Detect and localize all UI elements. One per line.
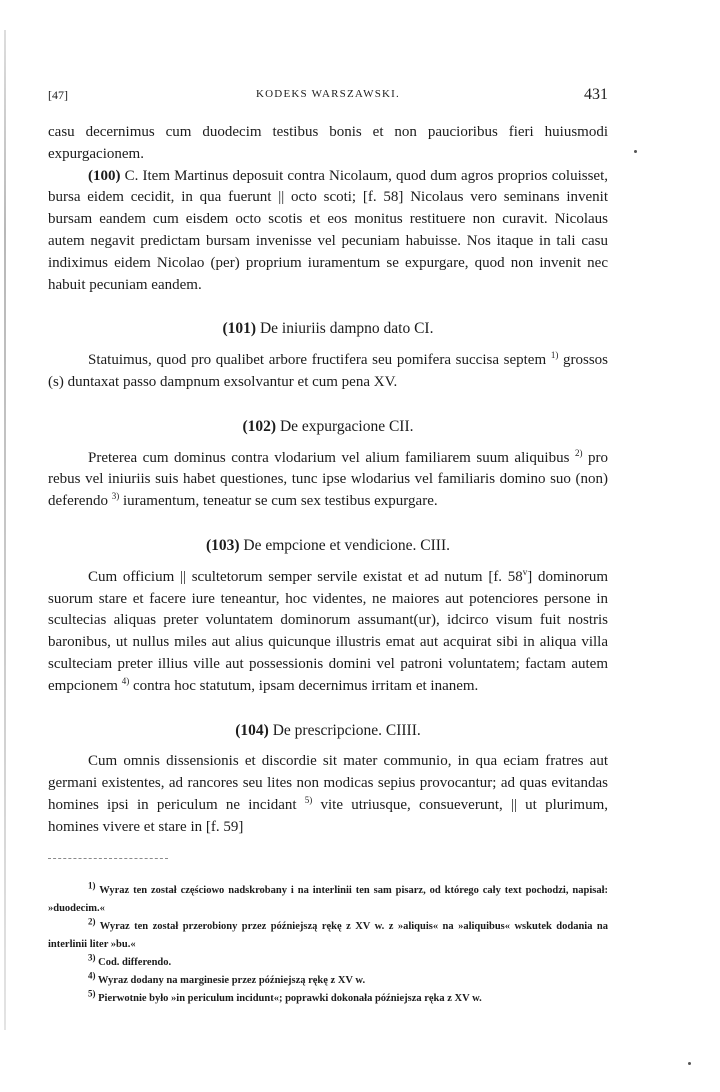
- paragraph-102: Preterea cum dominus contra vlodarium vel alium familiarem suum aliquibus $^{2)}$ pro rebus vel iniuriis suis habet questiones, tunc ipse wlodarius vel familiaris domino suo (non) deferendo $^{3)}$ iuramentum, teneatur se cum sex testibus expurgare.: [48, 447, 608, 510]
- scan-edge-shadow: [4, 30, 6, 1030]
- footnote-5: $^{5)}$ Pierwotnie było »in periculum incidunt«; poprawki dokonała późniejsza ręka z XV w.: [88, 988, 482, 1004]
- paragraph-101: Statuimus, quod pro qualibet arbore fructifera seu pomifera succisa septem $^{1)}$ grossos (s) duntaxat passo dampnum exsolvantur et cum pena XV.: [48, 350, 608, 390]
- scan-speck: [634, 150, 637, 153]
- paragraph-continuation: casu decernimus cum duodecim testibus bonis et non paucioribus fieri huiusmodi expurgacionem.: [48, 124, 608, 162]
- folio-verso-mark: v: [522, 566, 528, 577]
- page-number: 431: [584, 86, 608, 103]
- main-text: [48, 122, 608, 839]
- footnote-ref: 1): [550, 350, 559, 361]
- running-title: KODEKS WARSZAWSKI.: [256, 88, 400, 100]
- footnote-3: $^{3)}$ Cod. differendo.: [88, 952, 172, 968]
- footnote-ref: 2): [574, 447, 583, 458]
- article-number: (101): [222, 320, 257, 338]
- article-number: (100): [88, 167, 121, 184]
- heading-102: (102) De expurgacione CII.: [242, 417, 414, 435]
- paragraph-103: Cum officium || scultetorum semper servile existat et ad nutum [f. 58$^v$] dominorum suorum stare et facere iure teneantur, hoc videntes, ne maiores aut potenciores persone in scultecias aliquas preter voluntatem dominorum assumant(ur), idcirco visum fuit nostris baronibus, ut nullus miles aut alius quicunque illustris emat aut acquirat sibi in aliqua villa sculteciam preter illius ville aut possessionis domini vel patroni voluntatem; factam autem empcionem $^{4)}$ contra hoc statutum, ipsam decernimus irritam et inanem.: [48, 566, 608, 694]
- footnote-mark: 3): [88, 952, 96, 963]
- paragraph-100: (100) C. Item Martinus deposuit contra Nicolaum, quod dum agros proprios coluisset, bursa eidem cecidit, in qua fuerunt || octo scoti; [f. 58] Nicolaus vero seminans invenit bursam eandem cum eisdem octo scotis et eos monitus restituere non curavit. Nicolaus autem negavit predictam bursam invenisse vel pecuniam habuisse. Nos itaque in tali casu indiximus eidem Nicolao (per) proprium iuramentum se expurgare, quod non invenit nec habuit pecuniam eandem.: [48, 167, 608, 293]
- heading-101: (101) De iniuriis dampno dato CI.: [222, 320, 434, 338]
- section-number: [47]: [48, 88, 68, 102]
- footnote-mark: 4): [88, 970, 96, 981]
- footnotes: [48, 882, 608, 1008]
- footnote-mark: 2): [88, 916, 96, 927]
- footnote-mark: 1): [88, 880, 96, 891]
- footnote-ref: 4): [121, 675, 130, 686]
- heading-103: (103) De empcione et vendicione. CIII.: [205, 536, 451, 554]
- article-number: (103): [205, 536, 240, 554]
- footnote-ref: 5): [304, 794, 313, 805]
- footnote-1: $^{1)}$ Wyraz ten został częściowo nadskrobany i na interlinii ten sam pisarz, od którego cały text pochodzi, napisał: »duodecim.«: [48, 880, 608, 914]
- footnote-ref: 3): [111, 491, 120, 502]
- article-number: (104): [235, 721, 269, 739]
- footnote-mark: 5): [88, 988, 96, 999]
- heading-104: (104) De prescripcione. CIIII.: [235, 721, 421, 739]
- scan-speck: [688, 1062, 691, 1065]
- footnote-separator: [48, 858, 168, 859]
- running-header: [48, 84, 608, 106]
- footnote-4: $^{4)}$ Wyraz dodany na marginesie przez późniejszą rękę z XV w.: [88, 970, 366, 986]
- article-number: (102): [242, 417, 277, 435]
- paragraph-104: Cum omnis dissensionis et discordie sit mater communio, in qua eciam fratres aut germani existentes, ad rancores seu lites non modicas sepius provocantur; ad quas evitandas homines ipsi in periculum ne incidant $^{5)}$ vite utriusque, consueverunt, || ut plurimum, homines vivere et stare in [f. 59]: [48, 753, 608, 835]
- footnote-2: $^{2)}$ Wyraz ten został przerobiony przez późniejszą rękę z XV w. z »aliquis« na »aliquibus« wskutek dodania na interlinii liter »bu.«: [48, 916, 608, 950]
